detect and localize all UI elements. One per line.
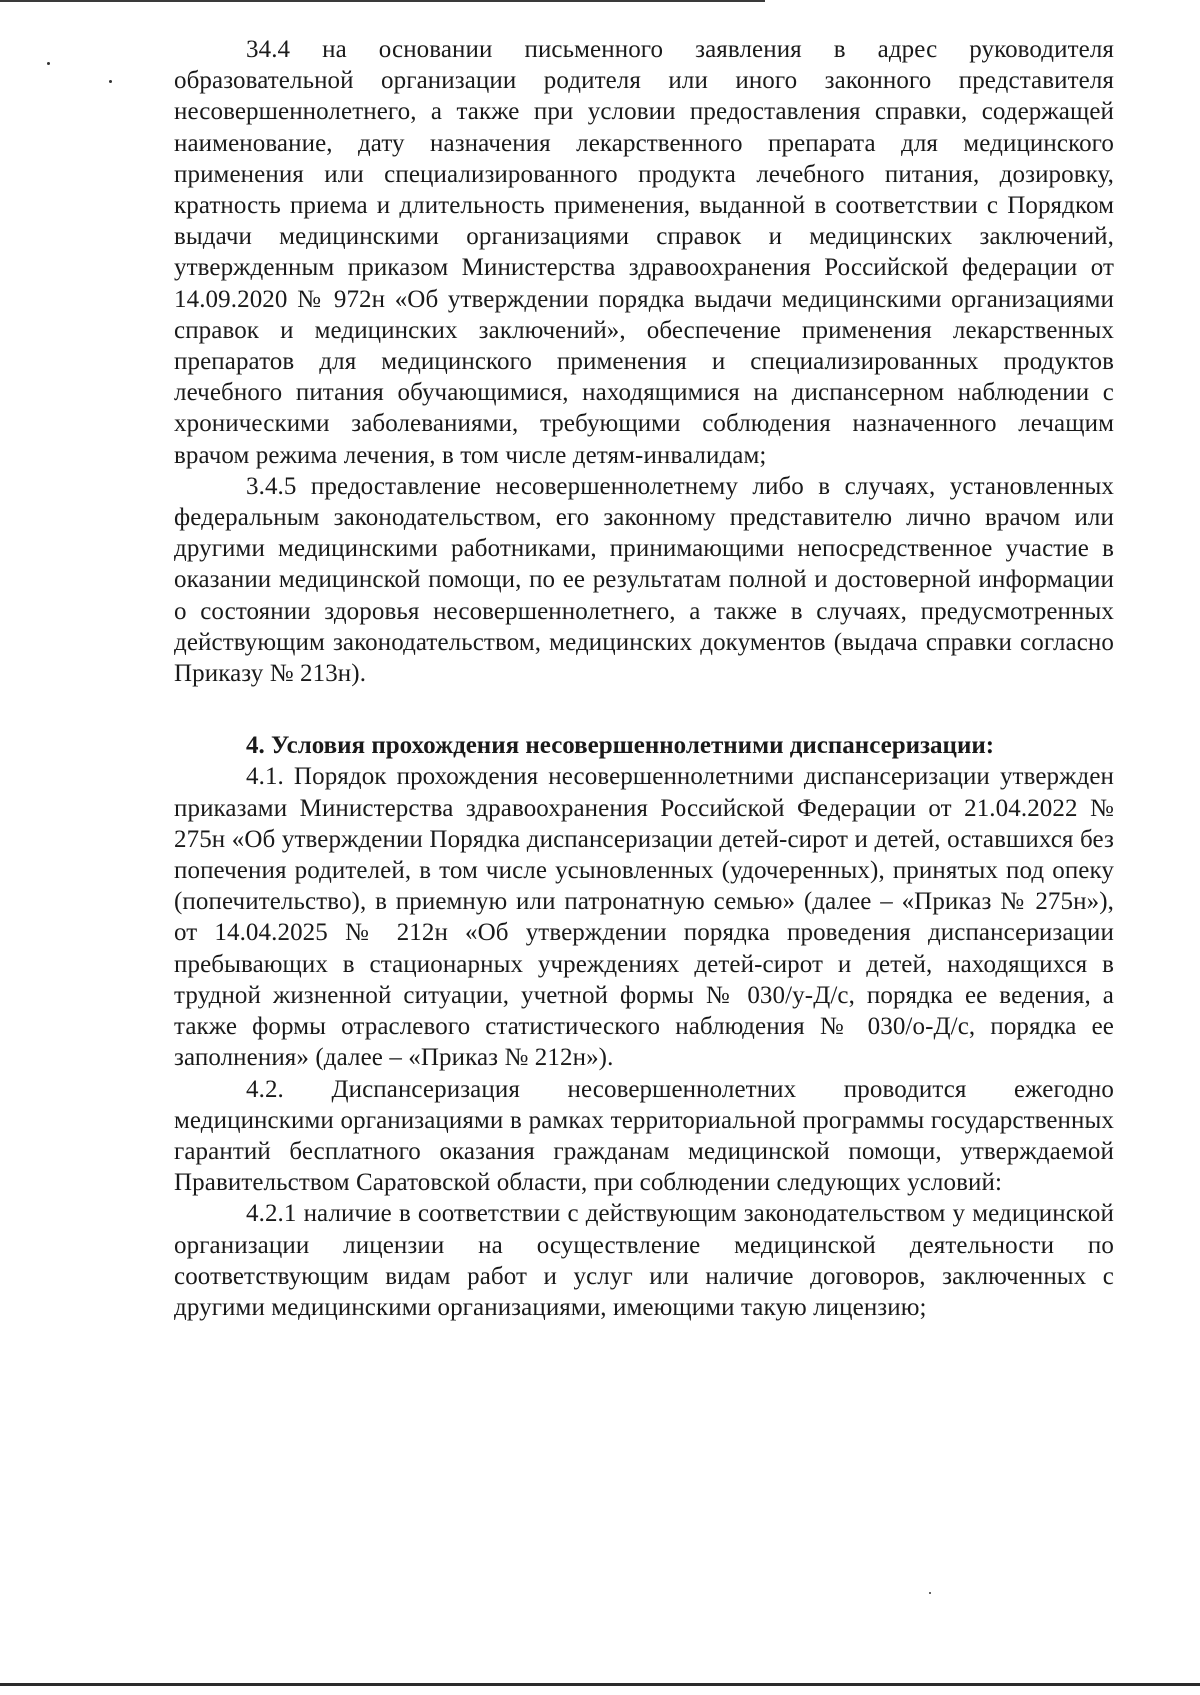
paragraph-4-2: 4.2. Диспансеризация несовершеннолетних проводится ежегодно медицинскими организациями в рамках территориальной программы государственных гарантий бесплатного оказания гражданам медицинской помощи, утверждаемой Правительством Саратовской области, при соблюдении следующих условий:	[174, 1075, 1114, 1197]
paragraph-4-1: 4.1. Порядок прохождения несовершеннолетними диспансеризации утвержден приказами Министерства здравоохранения Российской Федерации от 21.04.2022 № 275н «Об утверждении Порядка диспансеризации детей-сирот и детей, оставшихся без попечения родителей, в том числе усыновленных (удочеренных), принятых под опеку (попечительство), в приемную или патронатную семью» (далее – «Приказ № 275н»), от 14.04.2025 № 212н «Об утверждении порядка проведения диспансеризации пребывающих в стационарных учреждениях детей-сирот и детей, находящихся в трудной жизненной ситуации, учетной формы № 030/у-Д/с, порядка ее ведения, а также формы отраслевого статистического наблюдения № 030/о-Д/с, порядка ее заполнения» (далее – «Приказ № 212н»).	[174, 763, 1114, 1072]
paragraph-3-4-5: 3.4.5 предоставление несовершеннолетнему либо в случаях, установленных федеральным законодательством, его законному представителю лично врачом или другими медицинскими работниками, принимающими непосредственное участие в оказании медицинской помощи, по ее результатам полной и достоверной информации о состоянии здоровья несовершеннолетнего, а также в случаях, предусмотренных действующим законодательством, медицинских документов (выдача справки согласно Приказу № 213н).	[174, 472, 1114, 688]
paragraph-3-4-4: 34.4 на основании письменного заявления в адрес руководителя образовательной организации родителя или иного законного представителя несовершеннолетнего, а также при условии предоставления справки, содержащей наименование, дату назначения лекарственного препарата для медицинского применения или специализированного продукта лечебного питания, дозировку, кратность приема и длительность применения, выданной в соответствии с Порядком выдачи медицинскими организациями справок и медицинских заключений, утвержденным приказом Министерства здравоохранения Российской федерации от 14.09.2020 № 972н «Об утверждении порядка выдачи медицинскими организациями справок и медицинских заключений», обеспечение применения лекарственных препаратов для медицинского применения и специализированных продуктов лечебного питания обучающимися, находящимися на диспансерном наблюдении с хроническими заболеваниями, требующими соблюдения назначенного лечащим врачом режима лечения, в том числе детям-инвалидам;	[174, 36, 1114, 469]
document-page-body	[174, 34, 1114, 1323]
scan-speck	[47, 62, 50, 65]
scan-speck	[109, 80, 112, 83]
scan-speck	[929, 1592, 931, 1594]
top-edge-rule	[0, 0, 765, 2]
section-4-heading: 4. Условия прохождения несовершеннолетними диспансеризации:	[246, 732, 995, 760]
bottom-edge-rule	[0, 1683, 1200, 1686]
paragraph-4-2-1: 4.2.1 наличие в соответствии с действующим законодательством у медицинской организации лицензии на осуществление медицинской деятельности по соответствующим видам работ и услуг или наличие договоров, заключенных с другими медицинскими организациями, имеющими такую лицензию;	[174, 1200, 1114, 1321]
